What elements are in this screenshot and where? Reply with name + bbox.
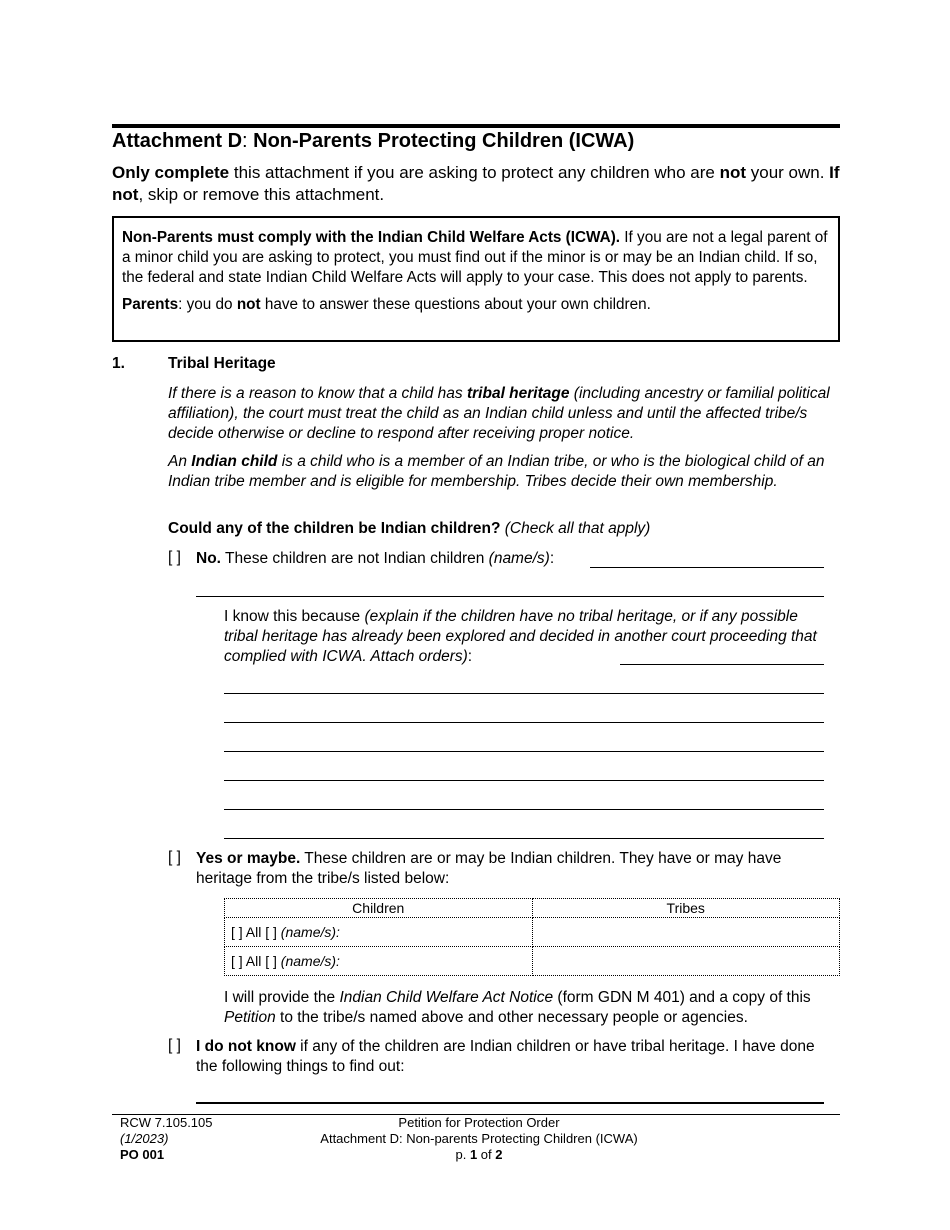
children-cell[interactable]: [ ] All [ ] (name/s):	[225, 918, 533, 947]
tribes-cell[interactable]	[532, 918, 840, 947]
table-header-tribes: Tribes	[532, 899, 840, 918]
explanation-line[interactable]	[224, 809, 824, 810]
section-title: Tribal Heritage	[168, 355, 276, 372]
question-indian-children: Could any of the children be Indian children? (Check all that apply)	[168, 520, 651, 537]
indian-child-definition: An Indian child is a child who is a member of an Indian tribe, or who is the biological child of an Indian tribe member and is eligible for membership. Tribes decide their own membership.	[168, 453, 825, 490]
intro-text: Only complete this attachment if you are asking to protect any children who are not your own. If not, skip or remove this attachment.	[112, 163, 840, 204]
explanation-line[interactable]	[224, 722, 824, 723]
do-not-know-checkbox[interactable]: [ ]	[168, 1037, 181, 1054]
footer-center	[240, 1115, 718, 1163]
explanation-line[interactable]	[224, 838, 824, 839]
do-not-know-field[interactable]	[196, 1102, 824, 1104]
explanation-field[interactable]	[620, 664, 824, 665]
table-row	[225, 918, 840, 947]
children-tribes-table	[224, 898, 840, 976]
explanation-line[interactable]	[224, 751, 824, 752]
footer-date: (1/2023)	[120, 1131, 169, 1146]
no-explanation-prompt: I know this because (explain if the children have no tribal heritage, or if any possible tribal heritage has already been explored and decided in another court proceeding that complied with ICWA. Attach orders):	[224, 608, 817, 665]
yes-maybe-option-label: Yes or maybe. These children are or may be Indian children. They have or may have heritage from the tribe/s listed below:	[196, 850, 782, 887]
do-not-know-option-label: I do not know if any of the children are Indian children or have tribal heritage. I have done the following things to find out:	[196, 1038, 815, 1075]
icwa-notice-box	[112, 216, 840, 342]
no-names-field[interactable]	[590, 567, 824, 568]
explanation-line[interactable]	[224, 780, 824, 781]
title-rule	[112, 124, 840, 128]
table-row	[225, 947, 840, 976]
no-checkbox[interactable]: [ ]	[168, 549, 181, 566]
no-option-label: No. These children are not Indian children (name/s):	[196, 550, 555, 567]
notice-paragraph: Non-Parents must comply with the Indian Child Welfare Acts (ICWA). If you are not a legal parent of a minor child you are asking to protect, you must find out if the minor is or may be an Indian child. If so, the federal and state Indian Child Welfare Acts will apply to your case. This does not apply to parents.	[122, 229, 828, 286]
footer-attachment-title: Attachment D: Non-parents Protecting Children (ICWA)	[320, 1131, 638, 1146]
no-names-field-line2[interactable]	[196, 596, 824, 597]
page-title: Attachment D: Non-Parents Protecting Children (ICWA)	[112, 130, 635, 152]
footer-form-title: Petition for Protection Order	[398, 1115, 560, 1130]
footer-rcw: RCW 7.105.105	[120, 1115, 213, 1130]
table-header-row	[225, 899, 840, 918]
children-cell[interactable]: [ ] All [ ] (name/s):	[225, 947, 533, 976]
tribal-heritage-paragraph: If there is a reason to know that a child has tribal heritage (including ancestry or familial political affiliation), the court must treat the child as an Indian child unless and until the affected tribe/s decide otherwise or decline to respond after receiving proper notice.	[168, 385, 830, 442]
footer-page-number: p. 1 of 2	[455, 1147, 503, 1162]
parents-note: Parents: you do not have to answer these questions about your own children.	[122, 296, 651, 314]
footer-left	[120, 1115, 213, 1163]
section-number: 1.	[112, 355, 125, 372]
notice-provision-text: I will provide the Indian Child Welfare Act Notice (form GDN M 401) and a copy of this Petition to the tribe/s named above and other necessary people or agencies.	[224, 989, 811, 1026]
yes-maybe-checkbox[interactable]: [ ]	[168, 849, 181, 866]
tribes-cell[interactable]	[532, 947, 840, 976]
footer-form-number: PO 001	[120, 1147, 165, 1162]
table-header-children: Children	[225, 899, 533, 918]
explanation-line[interactable]	[224, 693, 824, 694]
